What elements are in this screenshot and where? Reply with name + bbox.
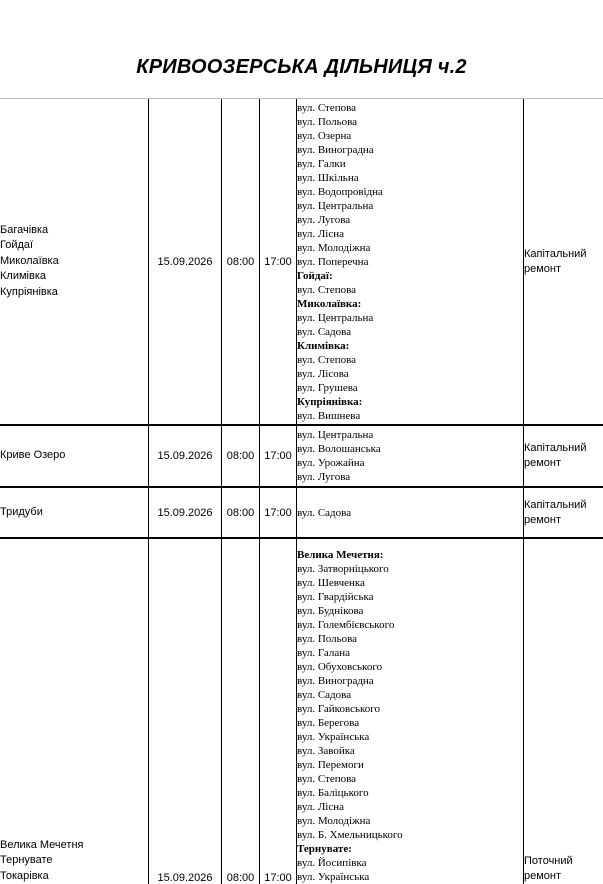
settlement-name: Велика Мечетня [0,838,84,851]
street-name: вул. Центральна [297,199,374,212]
end-time-cell: 17:00 [260,488,297,538]
settlement-name: Тернувате [0,854,53,866]
end-time-cell: 17:00 [260,539,297,884]
street-name: вул. Галана [297,647,351,659]
work-type-cell: Поточний ремонт [524,855,573,882]
work-type-cell: Капітальний ремонт [524,498,587,526]
date-cell: 15.09.2026 [149,99,222,425]
streets-cell [297,539,524,884]
settlements-cell [0,426,149,487]
work-type-cell: Капітальний ремонт [524,247,587,275]
start-time-cell: 08:00 [222,426,260,487]
end-time-cell: 17:00 [260,99,297,425]
street-name: вул. Волошанська [297,443,381,455]
date-cell: 15.09.2026 [149,539,222,884]
street-name: вул. Українська [297,731,370,743]
streets-cell [297,488,524,538]
street-name: вул. Лугова [297,471,351,483]
street-name: вул. Польова [297,115,358,128]
street-name: вул. Виноградна [297,143,374,156]
outage-schedule-table [0,99,603,884]
settlement-name: Криве Озеро [0,449,66,462]
street-name: вул. Садова [297,325,352,338]
settlements-cell [0,488,149,538]
street-name: вул. Садова [297,689,352,701]
table-row [0,99,603,425]
settlement-heading: Климівка: [297,339,350,352]
settlement-heading: Гойдаї: [297,269,333,282]
settlement-name: Миколаївка [0,254,59,267]
date-cell: 15.09.2026 [149,488,222,538]
start-time-cell: 08:00 [222,488,260,538]
street-name: вул. Молодіжна [297,815,371,827]
settlement-heading: Миколаївка: [297,297,362,310]
street-name: вул. Степова [297,283,357,296]
settlement-name: Купріянівка [0,285,58,298]
table-row [0,426,603,487]
date-cell: 15.09.2026 [149,426,222,487]
settlement-heading: Велика Мечетня: [297,549,384,561]
work-type-cell: Капітальний ремонт [524,442,587,469]
street-name: вул. Перемоги [297,759,364,771]
street-name: вул. Урожайна [297,457,365,469]
street-name: вул. Грушева [297,381,358,394]
settlement-name: Климівка [0,270,46,283]
street-name: вул. Б. Хмельницького [297,829,403,841]
start-time-cell: 08:00 [222,99,260,425]
street-name: вул. Молодіжна [297,241,371,254]
settlement-name: Гойдаї [0,239,34,252]
street-name: вул. Центральна [297,311,374,324]
street-name: вул. Садова [297,506,352,519]
street-name: вул. Степова [297,353,357,366]
street-name: вул. Шевченка [297,577,365,589]
settlement-heading: Купріянівка: [297,395,363,408]
settlement-heading: Тернувате: [297,843,352,855]
street-name: вул. Берегова [297,717,360,729]
street-name: вул. Голембієвського [297,619,395,631]
street-name: вул. Лугова [297,213,351,226]
street-name: вул. Затворніцького [297,563,389,575]
street-name: вул. Центральна [297,429,374,441]
settlement-name: Токарівка [0,869,49,882]
street-name: вул. Завойка [297,745,355,757]
street-name: вул. Поперечна [297,255,369,268]
table-row [0,539,603,884]
street-name: вул. Йосипівка [297,857,367,869]
end-time-cell: 17:00 [260,426,297,487]
street-name: вул. Лісова [297,367,349,380]
street-name: вул. Виноградна [297,675,374,687]
street-name: вул. Гвардійська [297,591,374,603]
settlements-cell [0,99,149,425]
street-name: вул. Лісна [297,227,344,240]
street-name: вул. Польова [297,633,358,645]
street-name: вул. Гайковського [297,703,381,715]
street-name: вул. Озерна [297,129,352,142]
page-title: КРИВООЗЕРСЬКА ДІЛЬНИЦЯ ч.2 [136,56,467,78]
street-name: вул. Степова [297,773,357,785]
settlement-name: Багачівка [0,223,49,236]
street-name: вул. Лісна [297,801,344,813]
street-name: вул. Шкільна [297,171,359,184]
street-name: вул. Вишнева [297,409,361,422]
settlement-name: Тридуби [0,505,43,518]
street-name: вул. Галки [297,157,346,170]
street-name: вул. Баліцького [297,787,369,799]
street-name: вул. Водопровідна [297,185,383,198]
table-row [0,488,603,538]
settlements-cell [0,539,149,884]
street-name: вул. Буднікова [297,605,364,617]
street-name: вул. Степова [297,101,357,114]
streets-cell [297,99,524,425]
street-name: вул. Обуховського [297,661,383,673]
street-name: вул. Українська [297,871,370,883]
streets-cell [297,426,524,487]
start-time-cell: 08:00 [222,539,260,884]
